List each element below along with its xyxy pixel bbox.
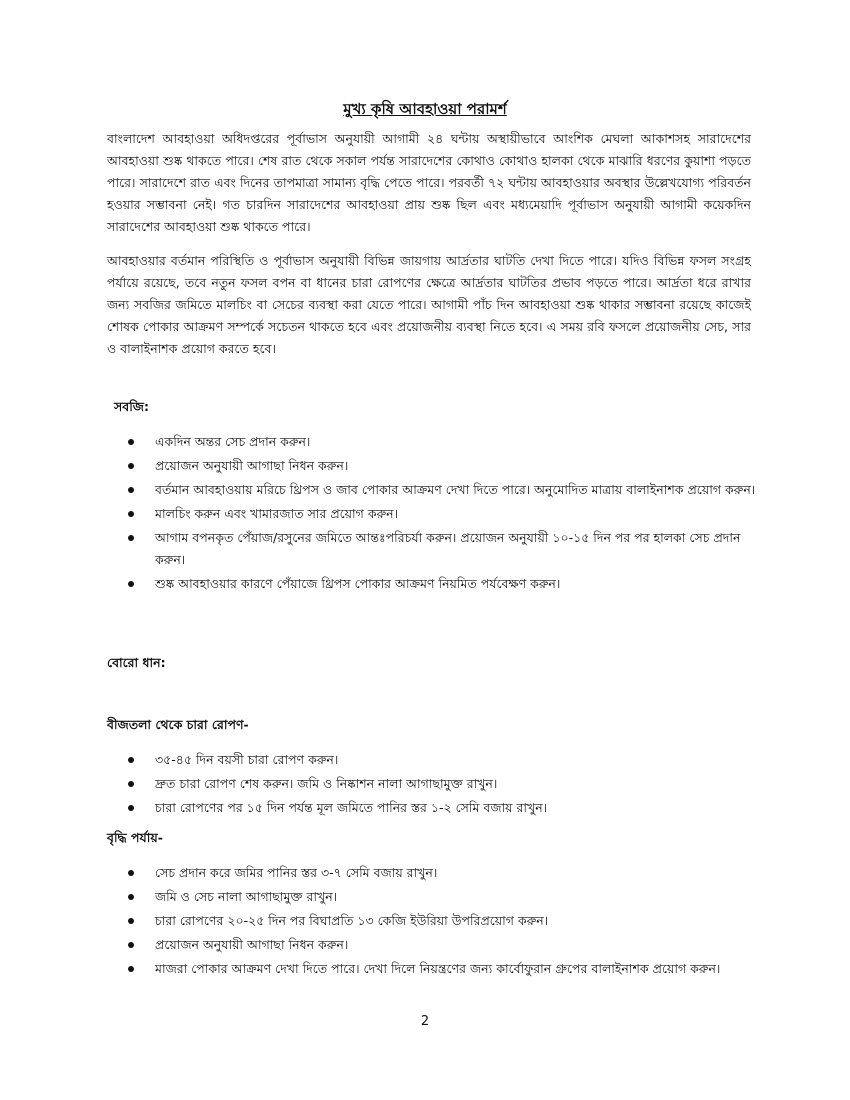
list-item-text: চারা রোপণের ২০-২৫ দিন পর বিঘাপ্রতি ১৩ কেজি ইউরিয়া উপরিপ্রয়োগ করুন। (155, 913, 549, 928)
advisory-paragraph: আবহাওয়ার বর্তমান পরিস্থিতি ও পূর্বাভাস অনুযায়ী বিভিন্ন জায়গায় আর্দ্রতার ঘাটতি দেখা দিতে পারে। যদিও বিভিন্ন ফসল সংগ্রহ পর্যায়ে রয়েছে, তবে নতুন ফসল বপন বা ধানের চারা রোপণের ক্ষেত্রে আর্দ্রতার ঘাটতির প্রভাব পড়তে পারে। আর্দ্রতা ধরে রাখার জন্য সবজির জমিতে মালচিং বা সেচের ব্যবস্থা করা যেতে পারে। আগামী পাঁচ দিন আবহাওয়া শুষ্ক থাকার সম্ভাবনা রয়েছে কাজেই শোষক পোকার আক্রমণ সম্পর্কে সচেতন থাকতে হবে এবং প্রয়োজনীয় ব্যবস্থা নিতে হবে। এ সময় রবি ফসলে প্রয়োজনীয় সেচ, সার ও বালাইনাশক প্রয়োগ করতে হবে। (107, 253, 751, 356)
list-item (128, 455, 758, 477)
list-item (128, 527, 758, 571)
list-item (128, 958, 758, 980)
bullet-icon (128, 966, 134, 972)
growth-stage-list (128, 862, 758, 982)
list-item (128, 479, 758, 501)
bullet-icon (128, 757, 134, 763)
forecast-paragraph: বাংলাদেশ আবহাওয়া অধিদপ্তরের পূর্বাভাস অনুযায়ী আগামী ২৪ ঘন্টায় অস্থায়ীভাবে আংশিক মেঘলা আকাশসহ সারাদেশের আবহাওয়া শুষ্ক থাকতে পারে। শেষ রাত থেকে সকাল পর্যন্ত সারাদেশের কোথাও কোথাও হালকা থেকে মাঝারি ধরণের কুয়াশা পড়তে পারে। সারাদেশে রাত এবং দিনের তাপমাত্রা সামান্য বৃদ্ধি পেতে পারে। পরবর্তী ৭২ ঘন্টায় আবহাওয়ার অবস্থার উল্লেখযোগ্য পরিবর্তন হওয়ার সম্ভাবনা নেই। গত চারদিন সারাদেশের আবহাওয়া প্রায় শুষ্ক ছিল এবং মধ্যমেয়াদি পূর্বাভাস অনুযায়ী আগামী কয়েকদিন সারাদেশের আবহাওয়া শুষ্ক থাকতে পারে। (107, 131, 751, 234)
list-item-text: মাজরা পোকার আক্রমণ দেখা দিতে পারে। দেখা দিলে নিয়ন্ত্রণের জন্য কার্বোফুরান গ্রুপের বালাইনাশক প্রয়োগ করুন। (155, 961, 721, 976)
page-number: 2 (420, 1014, 430, 1029)
list-item-text: সেচ প্রদান করে জমির পানির স্তর ৩-৭ সেমি বজায় রাখুন। (155, 865, 438, 880)
list-item (128, 749, 758, 771)
list-item-text: ৩৫-৪৫ দিন বয়সী চারা রোপণ করুন। (155, 752, 339, 767)
list-item (128, 431, 758, 453)
bullet-icon (128, 918, 134, 924)
list-item (128, 910, 758, 932)
list-item-text: আগাম বপনকৃত পেঁয়াজ/রসুনের জমিতে আন্তঃপরিচর্যা করুন। প্রয়োজন অনুযায়ী ১০-১৫ দিন পর পর হালকা সেচ প্রদান করুন। (155, 530, 741, 567)
list-item-text: জমি ও সেচ নালা আগাছামুক্ত রাখুন। (155, 889, 338, 904)
bullet-icon (128, 487, 134, 493)
vegetables-list (128, 431, 758, 597)
list-item (128, 797, 758, 819)
list-item (128, 573, 758, 595)
vegetables-heading: সবজি: (114, 399, 149, 414)
boro-rice-heading: বোরো ধান: (107, 655, 166, 670)
bullet-icon (128, 511, 134, 517)
bullet-icon (128, 870, 134, 876)
list-item-text: শুষ্ক আবহাওয়ার কারণে পেঁয়াজে থ্রিপস পোকার আক্রমণ নিয়মিত পর্যবেক্ষণ করুন। (155, 576, 561, 591)
list-item (128, 503, 758, 525)
list-item (128, 862, 758, 884)
list-item-text: চারা রোপণের পর ১৫ দিন পর্যন্ত মূল জমিতে পানির স্তর ১-২ সেমি বজায় রাখুন। (155, 800, 548, 815)
page-title: মুখ্য কৃষি আবহাওয়া পরামর্শ (343, 100, 507, 118)
growth-stage-heading: বৃদ্ধি পর্যায়- (107, 830, 163, 845)
bullet-icon (128, 535, 134, 541)
list-item-text: মালচিং করুন এবং খামারজাত সার প্রয়োগ করুন। (155, 506, 399, 521)
bullet-icon (128, 805, 134, 811)
bullet-icon (128, 894, 134, 900)
bullet-icon (128, 781, 134, 787)
seedbed-list (128, 749, 758, 821)
list-item-text: প্রয়োজন অনুযায়ী আগাছা নিধন করুন। (155, 937, 349, 952)
list-item-text: বর্তমান আবহাওয়ায় মরিচে থ্রিপস ও জাব পোকার আক্রমণ দেখা দিতে পারে। অনুমোদিত মাত্রায় বালাইনাশক প্রয়োগ করুন। (155, 482, 756, 497)
bullet-icon (128, 581, 134, 587)
seedbed-heading: বীজতলা থেকে চারা রোপণ- (107, 717, 249, 732)
list-item-text: দ্রুত চারা রোপণ শেষ করুন। জমি ও নিষ্কাশন নালা আগাছামুক্ত রাখুন। (155, 776, 498, 791)
list-item (128, 934, 758, 956)
list-item (128, 773, 758, 795)
bullet-icon (128, 463, 134, 469)
list-item (128, 886, 758, 908)
bullet-icon (128, 439, 134, 445)
list-item-text: একদিন অন্তর সেচ প্রদান করুন। (155, 434, 311, 449)
bullet-icon (128, 942, 134, 948)
list-item-text: প্রয়োজন অনুযায়ী আগাছা নিধন করুন। (155, 458, 349, 473)
